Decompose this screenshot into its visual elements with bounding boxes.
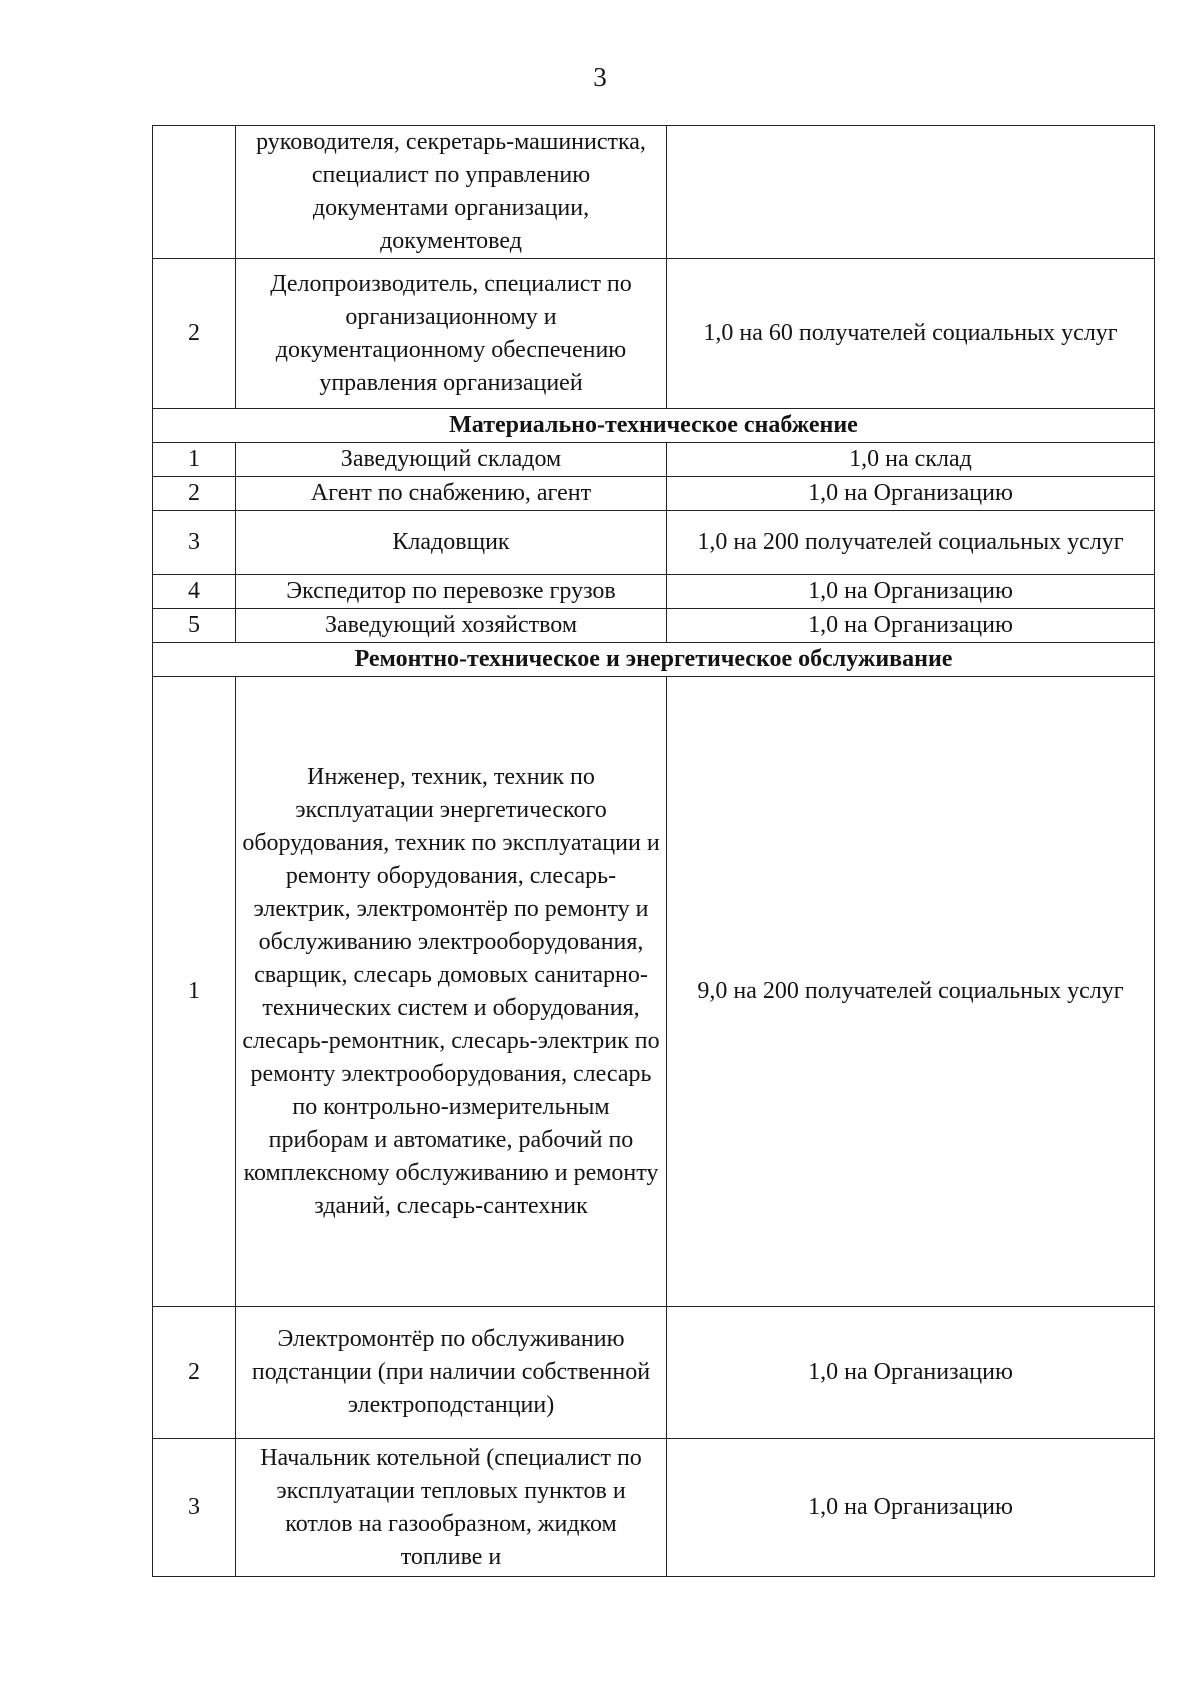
row-number: 3 xyxy=(153,1439,236,1577)
table-row xyxy=(153,677,1155,1307)
norm-cell: 1,0 на Организацию xyxy=(667,1307,1155,1439)
position-cell: Агент по снабжению, агент xyxy=(236,477,667,511)
row-number: 2 xyxy=(153,1307,236,1439)
position-cell: Экспедитор по перевозке грузов xyxy=(236,575,667,609)
position-cell: Инженер, техник, техник по эксплуатации энергетического оборудования, техник по эксплуатации и ремонту оборудования, слесарь-электрик, электромонтёр по ремонту и обслуживанию электрооборудования, сварщик, слесарь домовых санитарно-технических систем и оборудования, слесарь-ремонтник, слесарь-электрик по ремонту электрооборудования, слесарь по контрольно-измерительным приборам и автоматике, рабочий по комплексному обслуживанию и ремонту зданий, слесарь-сантехник xyxy=(236,677,667,1307)
norm-cell: 1,0 на склад xyxy=(667,443,1155,477)
norm-cell: 1,0 на 60 получателей социальных услуг xyxy=(667,259,1155,409)
row-number: 1 xyxy=(153,677,236,1307)
position-cell: руководителя, секретарь-машинистка, специалист по управлению документами организации, документовед xyxy=(236,126,667,259)
norm-cell: 1,0 на Организацию xyxy=(667,1439,1155,1577)
position-cell: Кладовщик xyxy=(236,511,667,575)
position-cell: Электромонтёр по обслуживанию подстанции (при наличии собственной электроподстанции) xyxy=(236,1307,667,1439)
table-row xyxy=(153,609,1155,643)
table-row xyxy=(153,126,1155,259)
section-heading: Материально-техническое снабжение xyxy=(153,409,1155,443)
row-number: 4 xyxy=(153,575,236,609)
position-cell: Заведующий складом xyxy=(236,443,667,477)
row-number: 1 xyxy=(153,443,236,477)
table-row xyxy=(153,443,1155,477)
section-row xyxy=(153,409,1155,443)
position-cell: Заведующий хозяйством xyxy=(236,609,667,643)
staffing-table xyxy=(152,125,1155,1577)
row-number: 2 xyxy=(153,477,236,511)
table-row xyxy=(153,259,1155,409)
norm-cell: 1,0 на Организацию xyxy=(667,477,1155,511)
row-number: 5 xyxy=(153,609,236,643)
norm-cell: 1,0 на Организацию xyxy=(667,575,1155,609)
norm-cell: 9,0 на 200 получателей социальных услуг xyxy=(667,677,1155,1307)
table-row xyxy=(153,477,1155,511)
row-number: 3 xyxy=(153,511,236,575)
norm-cell: 1,0 на 200 получателей социальных услуг xyxy=(667,511,1155,575)
page-number: 3 xyxy=(593,62,607,92)
section-row xyxy=(153,643,1155,677)
table-row xyxy=(153,575,1155,609)
table-row xyxy=(153,511,1155,575)
table-row xyxy=(153,1439,1155,1577)
row-number xyxy=(153,126,236,259)
row-number: 2 xyxy=(153,259,236,409)
position-cell: Делопроизводитель, специалист по организационному и документационному обеспечению управления организацией xyxy=(236,259,667,409)
table-row xyxy=(153,1307,1155,1439)
position-cell: Начальник котельной (специалист по эксплуатации тепловых пунктов и котлов на газообразном, жидком топливе и xyxy=(236,1439,667,1577)
norm-cell xyxy=(667,126,1155,259)
section-heading: Ремонтно-техническое и энергетическое обслуживание xyxy=(153,643,1155,677)
norm-cell: 1,0 на Организацию xyxy=(667,609,1155,643)
